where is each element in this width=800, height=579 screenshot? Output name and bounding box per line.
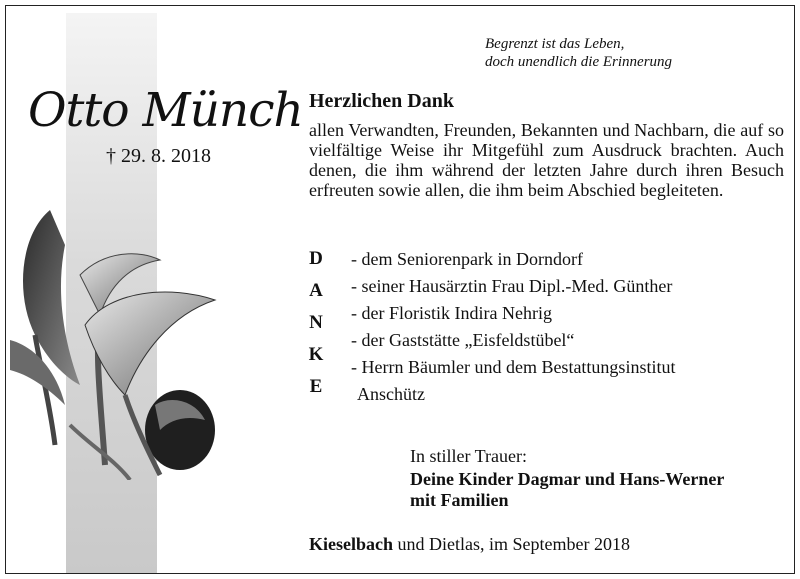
list-item: - der Gaststätte „Eisfeldstübel“ (351, 330, 575, 350)
motto-line-1: Begrenzt ist das Leben, (485, 36, 625, 52)
calla-lily-illustration (10, 205, 220, 480)
motto-line-2: doch unendlich die Erinnerung (485, 54, 673, 70)
thanks-list (351, 246, 771, 408)
mourning-label: In stiller Trauer: (410, 446, 527, 466)
danke-letter: D (309, 248, 323, 269)
family-line-2: mit Familien (410, 490, 509, 510)
danke-letter: N (309, 312, 323, 333)
list-item: Anschütz (357, 384, 425, 404)
place-date (309, 534, 630, 555)
family-signature (410, 469, 724, 511)
danke-letter: A (309, 280, 323, 301)
deceased-name: Otto Münch (28, 83, 303, 138)
motto (485, 35, 745, 71)
place-bold: Kieselbach (309, 534, 393, 554)
list-item: - Herrn Bäumler und dem Bestattungsinstitut (351, 357, 676, 377)
list-item: - der Floristik Indira Nehrig (351, 303, 552, 323)
list-item: - dem Seniorenpark in Dorndorf (351, 249, 583, 269)
danke-acrostic (305, 246, 327, 406)
thanks-body: allen Verwandten, Freunden, Bekannten und Nachbarn, die auf so vielfältige Weise ihr Mitgefühl zum Ausdruck brachten. Auch denen, die ihm während der letzten Jahre durch ihren Besuch erfreuten sowie allen, die ihm beim Abschied begleiteten. (309, 120, 784, 200)
danke-letter: E (309, 376, 323, 397)
place-rest: und Dietlas, im September 2018 (393, 534, 630, 554)
family-line-1: Deine Kinder Dagmar und Hans-Werner (410, 469, 725, 489)
list-item: - seiner Hausärztin Frau Dipl.-Med. Günther (351, 276, 673, 296)
death-date: † 29. 8. 2018 (106, 145, 211, 167)
thanks-heading: Herzlichen Dank (309, 90, 454, 112)
danke-letter: K (308, 344, 324, 365)
